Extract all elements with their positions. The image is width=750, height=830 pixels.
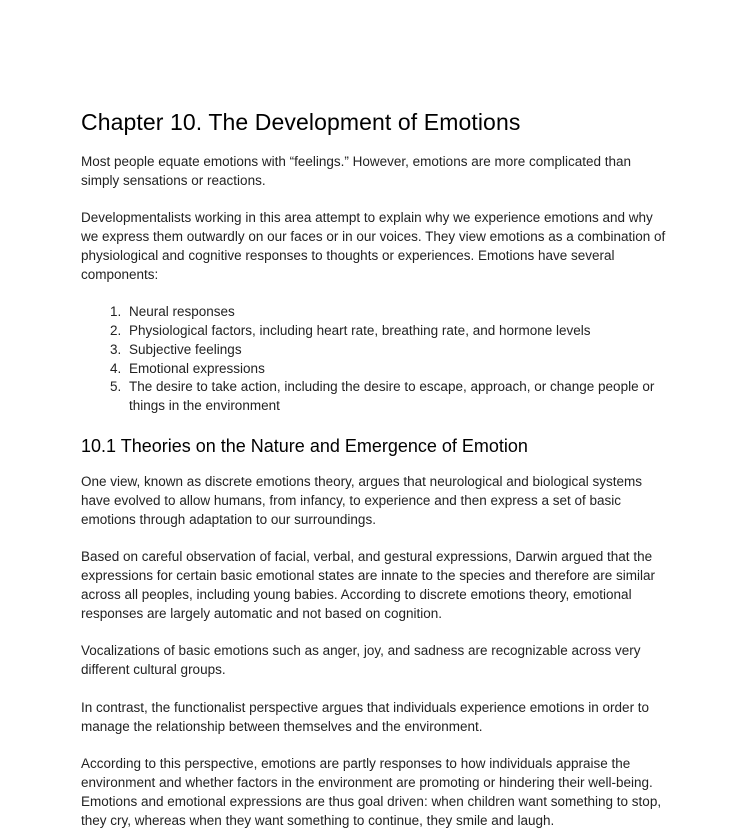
list-item: 5. The desire to take action, including the desire to escape, approach, or change people or things in the environment — [125, 378, 672, 416]
section-heading: 10.1 Theories on the Nature and Emergence of Emotion — [81, 435, 528, 456]
list-item: 2. Physiological factors, including heart rate, breathing rate, and hormone levels — [125, 322, 672, 341]
emotion-components-list — [81, 303, 672, 416]
section-paragraph-5: According to this perspective, emotions are partly responses to how individuals appraise the environment and whether factors in the environment are promoting or hindering their well-being. Emotions and emotional expressions are thus goal driven: when children want something to stop, they cry, whereas when they want something to continue, they smile and laugh. — [81, 756, 662, 828]
section-paragraph-3: Vocalizations of basic emotions such as anger, joy, and sadness are recognizable across very different cultural groups. — [81, 643, 641, 678]
intro-paragraph-1: Most people equate emotions with “feelings.” However, emotions are more complicated than simply sensations or reactions. — [81, 153, 632, 188]
section-paragraph-2: Based on careful observation of facial, verbal, and gestural expressions, Darwin argued that the expressions for certain basic emotional states are innate to the species and therefore are similar across all peoples, including young babies. According to discrete emotions theory, emotional responses are largely automatic and not based on cognition. — [81, 549, 656, 621]
list-item: 4. Emotional expressions — [125, 360, 672, 379]
intro-paragraph-2: Developmentalists working in this area attempt to explain why we experience emotions and why we express them outwardly on our faces or in our voices. They view emotions as a combination of physiological and cognitive responses to thoughts or experiences. Emotions have several components: — [81, 210, 666, 282]
list-item: 3. Subjective feelings — [125, 341, 672, 360]
section-paragraph-4: In contrast, the functionalist perspective argues that individuals experience emotions in order to manage the relationship between themselves and the environment. — [81, 699, 650, 734]
section-paragraph-1: One view, known as discrete emotions theory, argues that neurological and biological systems have evolved to allow humans, from infancy, to experience and then express a set of basic emotions through adaptation to our surroundings. — [81, 474, 643, 527]
list-item: 1. Neural responses — [125, 303, 672, 322]
chapter-title: Chapter 10. The Development of Emotions — [81, 109, 521, 135]
